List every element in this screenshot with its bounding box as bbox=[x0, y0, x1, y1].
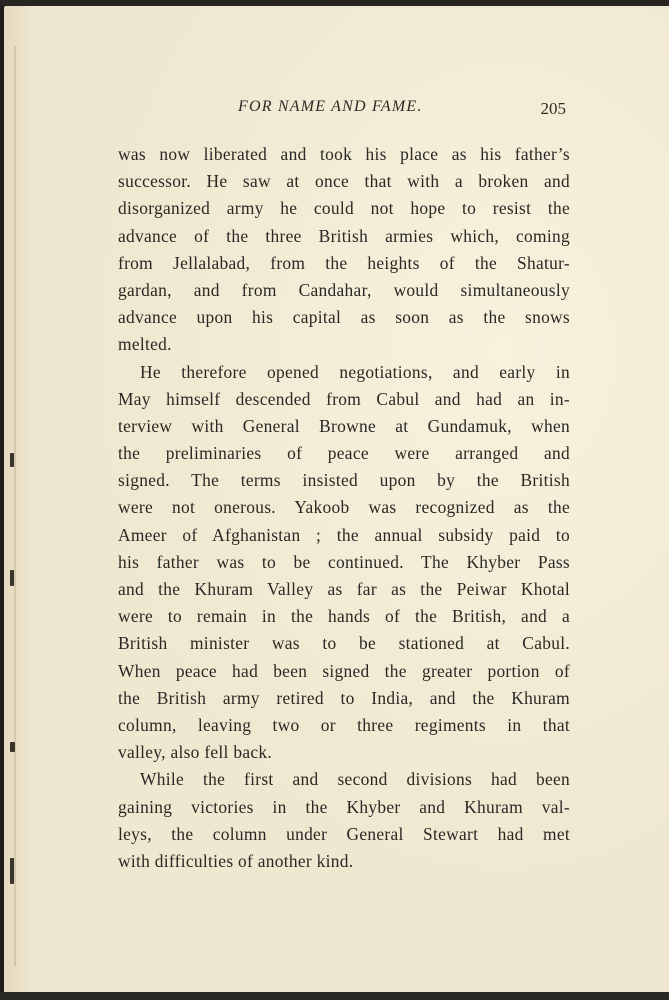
binding-thread-mark bbox=[10, 858, 14, 884]
text-line: column, leaving two or three regiments in that bbox=[118, 714, 570, 735]
book-bottom-edge bbox=[0, 992, 669, 1000]
paragraph bbox=[118, 141, 570, 359]
text-line: his father was to be continued. The Khyber Pass bbox=[118, 551, 570, 572]
text-line: disorganized army he could not hope to resist the bbox=[118, 198, 570, 219]
text-line: the preliminaries of peace were arranged and bbox=[118, 443, 570, 464]
text-line: signed. The terms insisted upon by the British bbox=[118, 470, 570, 491]
binding-thread-mark bbox=[10, 570, 14, 586]
page-number: 205 bbox=[540, 99, 566, 118]
binding-gutter bbox=[14, 46, 16, 966]
text-line: leys, the column under General Stewart had met bbox=[118, 823, 570, 844]
text-line: British minister was to be stationed at Cabul. bbox=[118, 633, 570, 654]
text-line: was now liberated and took his place as his father’s bbox=[118, 144, 570, 164]
text-line: When peace had been signed the greater portion of bbox=[118, 660, 570, 681]
text-line: Ameer of Afghanistan ; the annual subsidy paid to bbox=[118, 524, 570, 545]
binding-thread-mark bbox=[10, 453, 14, 467]
binding-thread-mark bbox=[10, 742, 15, 752]
text-line: successor. He saw at once that with a broken and bbox=[118, 171, 570, 192]
text-line: While the first and second divisions had been bbox=[140, 769, 570, 790]
text-line: with difficulties of another kind. bbox=[118, 850, 354, 871]
paragraph bbox=[118, 359, 570, 767]
paragraph bbox=[118, 766, 570, 875]
text-line: were not onerous. Yakoob was recognized as the bbox=[118, 497, 570, 518]
text-line: and the Khuram Valley as far as the Peiwar Khotal bbox=[118, 579, 570, 599]
page-header bbox=[118, 98, 570, 124]
text-line: May himself descended from Cabul and had an in- bbox=[118, 388, 570, 409]
text-line: were to remain in the hands of the British, and a bbox=[118, 606, 570, 627]
text-line: advance of the three British armies which, coming bbox=[118, 225, 570, 246]
text-line: gardan, and from Candahar, would simultaneously bbox=[118, 279, 570, 300]
text-line: melted. bbox=[118, 334, 172, 355]
text-line: gaining victories in the Khyber and Khuram val- bbox=[118, 796, 570, 817]
text-line: terview with General Browne at Gundamuk, when bbox=[118, 415, 570, 436]
text-line: He therefore opened negotiations, and early in bbox=[140, 361, 570, 382]
text-line: from Jellalabad, from the heights of the Shatur- bbox=[118, 252, 570, 273]
text-line: valley, also fell back. bbox=[118, 742, 273, 763]
body-text bbox=[118, 141, 570, 875]
running-title: FOR NAME AND FAME. bbox=[238, 98, 423, 115]
text-line: the British army retired to India, and the Khuram bbox=[118, 687, 570, 708]
text-line: advance upon his capital as soon as the snows bbox=[118, 307, 570, 328]
